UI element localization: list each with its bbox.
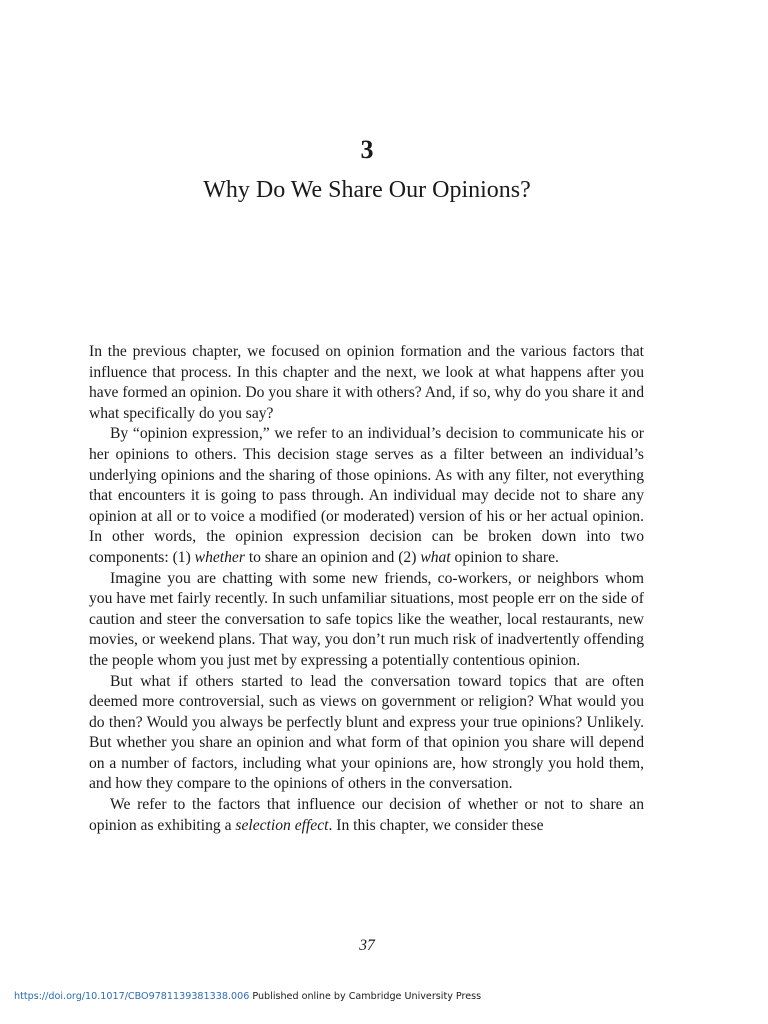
- body-text: [89, 342, 644, 836]
- paragraph-text: By “opinion expression,” we refer to an individual’s decision to communicate his or her opinions to others. This decision stage serves as a filter between an individual’s underlying opinions and the sharing of those opinions. As with any filter, not everything that encounters it is going to pass through. An individual may decide not to share any opinion at all or to voice a modified (or moderated) version of his or her actual opinion. In other words, the opinion expression decision can be broken down into two components: (1): [89, 425, 644, 566]
- paragraph: [89, 424, 644, 568]
- emphasis-text: what: [420, 548, 451, 566]
- emphasis-text: selection effect: [235, 816, 329, 834]
- paragraph-text: In the previous chapter, we focused on opinion formation and the various factors that influence that process. In this chapter and the next, we look at what happens after you have formed an opinion. Do you share it with others? And, if so, why do you share it and what specifically do you say?: [89, 343, 644, 422]
- paragraph-text: to share an opinion and (2): [244, 548, 421, 566]
- chapter-number: 3: [360, 135, 374, 164]
- doi-link[interactable]: https://doi.org/10.1017/CBO9781139381338.006: [14, 991, 250, 1002]
- paragraph: [89, 795, 644, 836]
- paragraph: [89, 672, 644, 796]
- footer: [14, 991, 481, 1003]
- emphasis-text: whether: [194, 548, 245, 566]
- paragraph-text: . In this chapter, we consider these: [328, 816, 544, 834]
- paragraph-text: We refer to the factors that influence our decision of whether or not to share an opinion as exhibiting a: [89, 796, 644, 834]
- chapter-title: Why Do We Share Our Opinions?: [203, 177, 531, 203]
- paragraph: [89, 569, 644, 672]
- paragraph-text: But what if others started to lead the conversation toward topics that are often deemed more controversial, such as views on government or religion? What would you do then? Would you always be perfectly blunt and express your true opinions? Unlikely. But whether you share an opinion and what form of that opinion you share will depend on a number of factors, including what your opinions are, how strongly you hold them, and how they compare to the opinions of others in the conversation.: [89, 672, 644, 793]
- paragraph: [89, 342, 644, 424]
- publisher-text: Published online by Cambridge University Press: [249, 991, 482, 1002]
- paragraph-text: opinion to share.: [450, 548, 559, 566]
- paragraph-text: Imagine you are chatting with some new friends, co-workers, or neighbors whom you have met fairly recently. In such unfamiliar situations, most people err on the side of caution and steer the conversation to safe topics like the weather, local restaurants, new movies, or weekend plans. That way, you don’t run much risk of inadvertently offending the people whom you just met by expressing a potentially contentious opinion.: [89, 569, 644, 669]
- page-number: 37: [359, 937, 375, 954]
